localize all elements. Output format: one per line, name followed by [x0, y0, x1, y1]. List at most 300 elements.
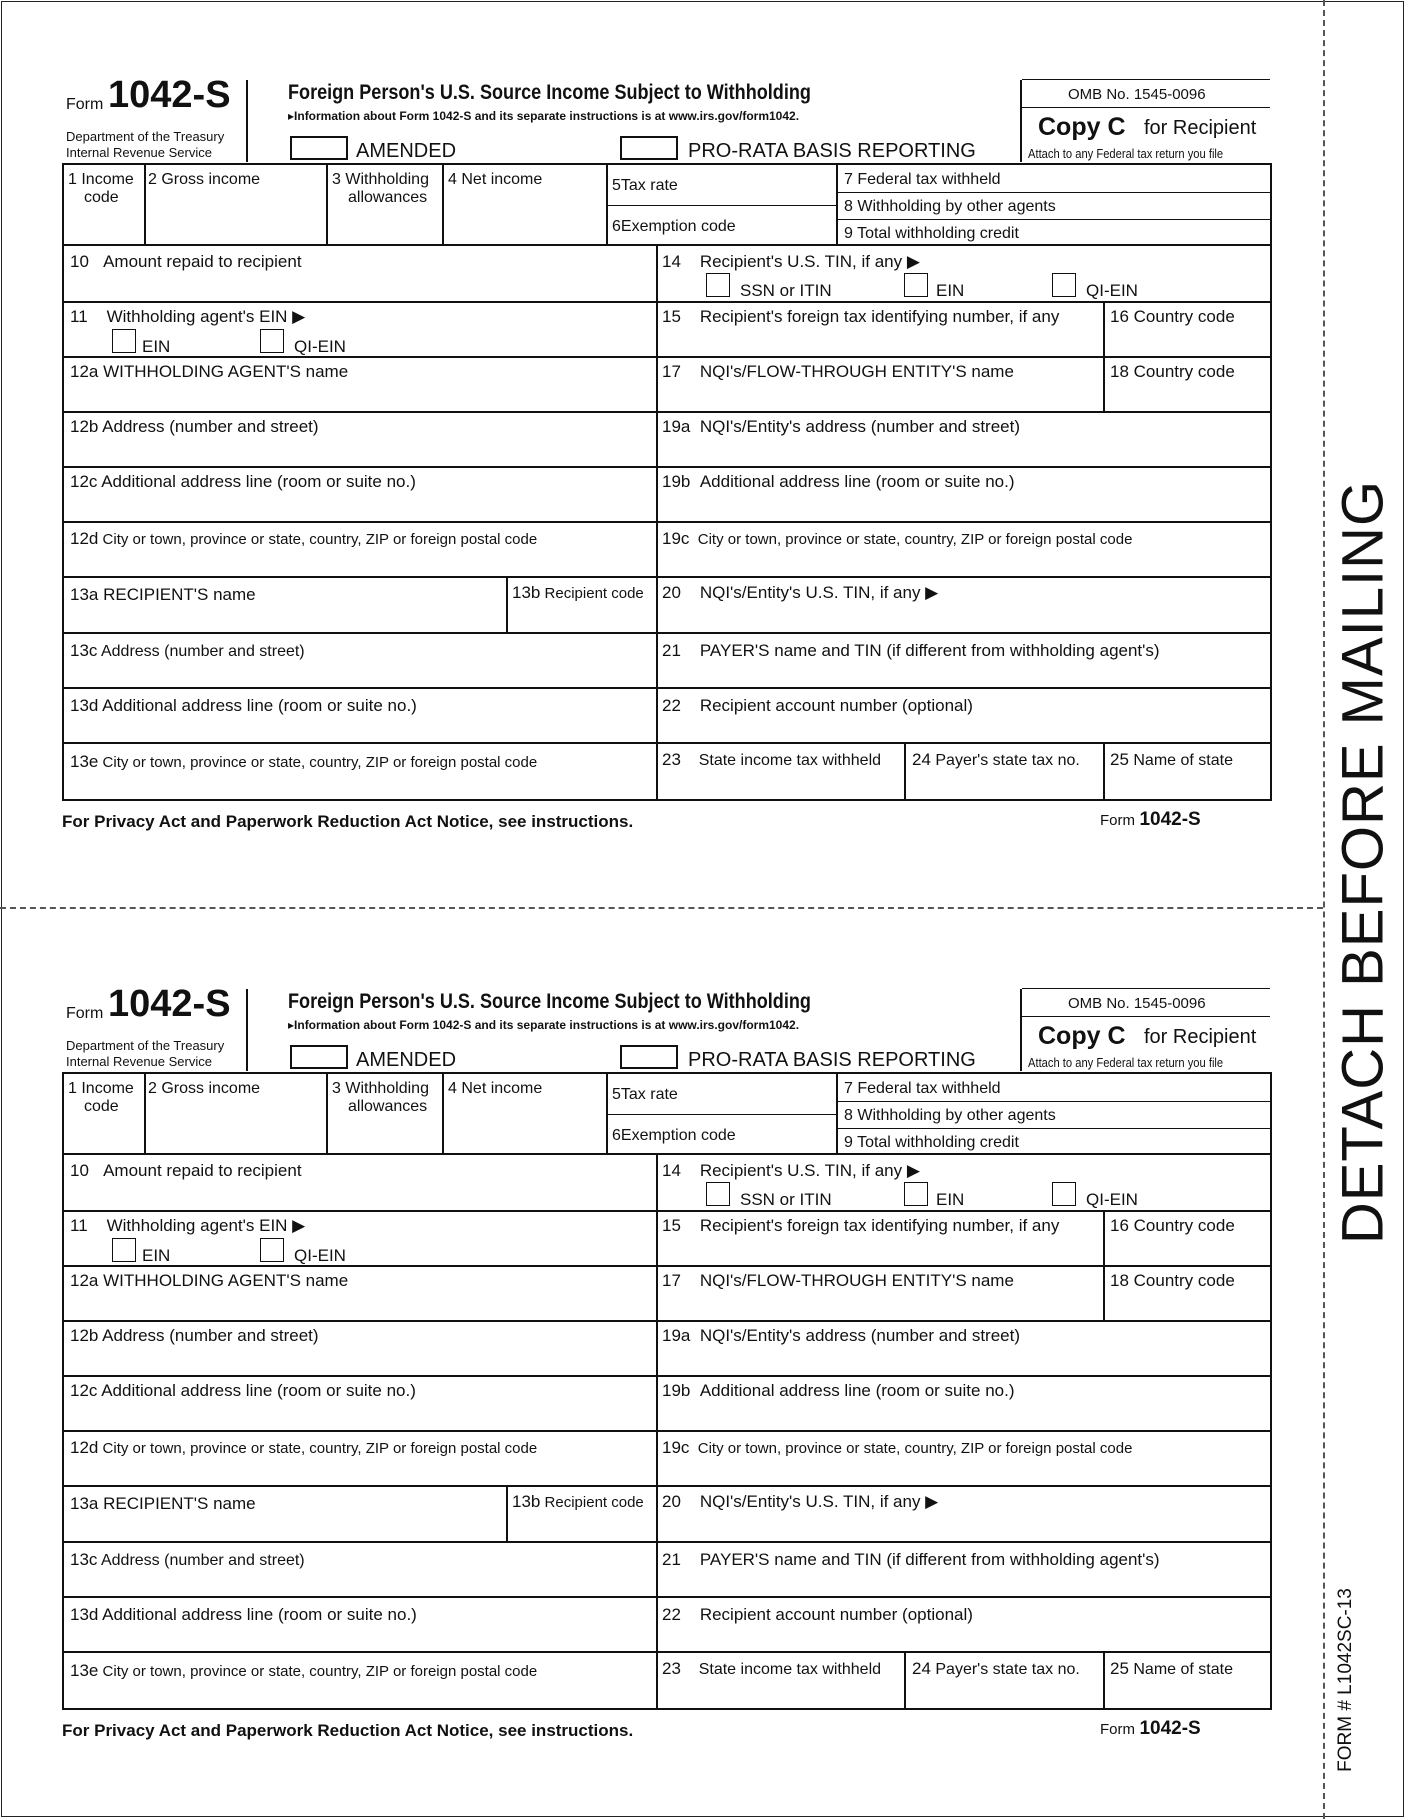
- box-label-text: NQI's/Entity's address (number and street): [699, 1326, 1020, 1345]
- box-2-label: [148, 171, 260, 189]
- omb-divider: [1020, 989, 1022, 1071]
- box-label-text: Federal tax withheld: [857, 171, 1001, 188]
- box-label-text: City or town, province or state, country, ZIP or foreign postal code: [102, 531, 538, 548]
- box-22-label: [662, 1605, 973, 1625]
- info-line: ▸Information about Form 1042-S and its separate instructions is at www.irs.gov/form1042.: [288, 109, 800, 123]
- form-word: Form: [66, 1005, 104, 1022]
- box-7-label: [844, 171, 1001, 189]
- box-15-label: [662, 1216, 1059, 1236]
- header-divider: [246, 80, 248, 162]
- box-number: 20: [662, 1492, 681, 1511]
- box-number: 13b: [512, 583, 541, 602]
- box-12b-label: [70, 1326, 319, 1346]
- box-13e-label: [70, 752, 537, 772]
- box-number: 6: [612, 218, 621, 235]
- box-number: 18: [1110, 362, 1129, 381]
- box-label-text: Additional address line (room or suite no.): [699, 1381, 1015, 1400]
- box-label-text: City or town, province or state, country, ZIP or foreign postal code: [697, 531, 1133, 548]
- form-copy-top: [0, 0, 1323, 880]
- box-11-label: [70, 1216, 305, 1236]
- box-14-qi-ein-checkbox[interactable]: [1052, 1182, 1076, 1206]
- rule: [1103, 1652, 1105, 1708]
- box-number: 12d: [70, 1438, 99, 1457]
- box-number: 19b: [662, 1381, 691, 1400]
- rule: [442, 1074, 444, 1154]
- box-label-text: Net income: [461, 1080, 543, 1097]
- box-4-label: [448, 171, 542, 189]
- box-number: 13d: [70, 1605, 99, 1624]
- rule: [836, 165, 838, 245]
- irs-name: Internal Revenue Service: [66, 1054, 212, 1069]
- box-number: 10: [70, 1161, 89, 1180]
- omb-rule-top: [1022, 988, 1270, 989]
- form-title: Foreign Person's U.S. Source Income Subject to Withholding: [288, 990, 811, 1013]
- rule: [144, 165, 146, 245]
- box-19a-label: [662, 417, 1020, 437]
- box-label-text: Additional address line (room or suite no.): [102, 1605, 417, 1624]
- box-label-text: Withholding agent's EIN ▶: [106, 1216, 306, 1235]
- rule: [62, 742, 1272, 744]
- box-number: 16: [1110, 1216, 1129, 1235]
- rule: [62, 411, 1272, 413]
- pro-rata-label: PRO-RATA BASIS REPORTING: [688, 140, 976, 162]
- pro-rata-label: PRO-RATA BASIS REPORTING: [688, 1049, 976, 1071]
- privacy-notice: For Privacy Act and Paperwork Reduction Act Notice, see instructions.: [62, 812, 634, 831]
- rule: [62, 1430, 1272, 1432]
- box-number: 17: [662, 1271, 681, 1290]
- box-14-ein-checkbox[interactable]: [904, 1182, 928, 1206]
- rule: [506, 1486, 508, 1541]
- box-number: 18: [1110, 1271, 1129, 1290]
- rule: [838, 1128, 1270, 1129]
- box-label-text: WITHHOLDING AGENT'S name: [103, 362, 349, 381]
- box-14-ssn-label: SSN or ITIN: [740, 281, 832, 300]
- box-number: 12b: [70, 417, 99, 436]
- copy-c-label: Copy C: [1038, 1022, 1126, 1050]
- box-20-label: [662, 1492, 938, 1512]
- box-19a-label: [662, 1326, 1020, 1346]
- rule: [62, 466, 1272, 468]
- box-number: 21: [662, 1550, 681, 1569]
- box-2-label: [148, 1080, 260, 1098]
- box-number: 1: [68, 1080, 77, 1097]
- box-label-text: State income tax withheld: [698, 1661, 882, 1678]
- irs-name: Internal Revenue Service: [66, 145, 212, 160]
- box-label-text: Exemption code: [620, 218, 736, 235]
- box-number: 12b: [70, 1326, 99, 1345]
- box-label-text: WITHHOLDING AGENT'S name: [103, 1271, 349, 1290]
- box-13a-label: [70, 585, 256, 605]
- box-label-text: Address (number and street): [102, 417, 319, 436]
- box-label-text: PAYER'S name and TIN (if different from withholding agent's): [699, 641, 1160, 660]
- footer-form-number: 1042-S: [1139, 809, 1201, 830]
- box-number: 12c: [70, 1381, 98, 1400]
- box-label-text: Address (number and street): [100, 1552, 305, 1569]
- box-number: 14: [662, 1161, 681, 1180]
- box-number: 12a: [70, 362, 99, 381]
- rule: [326, 1074, 328, 1154]
- box-11-qi-ein-label: QI-EIN: [294, 337, 346, 356]
- box-label-text: State income tax withheld: [698, 752, 882, 769]
- attach-note: Attach to any Federal tax return you file: [1028, 146, 1224, 161]
- box-number: 13e: [70, 752, 99, 771]
- box-9-label: [844, 225, 1019, 243]
- box-number: 25: [1110, 750, 1129, 769]
- box-13d-label: [70, 1605, 417, 1625]
- box-12d-label: [70, 1438, 537, 1458]
- box-number: 16: [1110, 307, 1129, 326]
- box-label-text: Total withholding credit: [857, 225, 1019, 242]
- omb-number: OMB No. 1545-0096: [1068, 86, 1206, 103]
- rule: [62, 1320, 1272, 1322]
- box-number: 19c: [662, 529, 690, 548]
- box-label-text: Address (number and street): [100, 643, 305, 660]
- box-11-qi-ein-checkbox[interactable]: [260, 329, 284, 353]
- box-label-text: Name of state: [1133, 1661, 1233, 1678]
- box-24-label: [912, 750, 1080, 770]
- box-number: 15: [662, 307, 681, 326]
- footer-form-label: [1100, 1718, 1201, 1740]
- amended-label: AMENDED: [356, 1049, 457, 1071]
- box-label-text: NQI's/Entity's address (number and street): [699, 417, 1020, 436]
- box-11-ein-label: EIN: [142, 1246, 171, 1265]
- box-3-label: [332, 1080, 429, 1098]
- box-label-text: Recipient's foreign tax identifying number, if any: [699, 1216, 1060, 1235]
- box-number: 10: [70, 252, 89, 271]
- box-3-label-line2: allowances: [348, 1098, 428, 1115]
- box-number: 12d: [70, 529, 99, 548]
- box-label-text: City or town, province or state, country, ZIP or foreign postal code: [102, 1663, 538, 1680]
- footer-form-number: 1042-S: [1139, 1718, 1201, 1739]
- box-5-label: [612, 1086, 678, 1104]
- box-label-text: Tax rate: [620, 1086, 678, 1103]
- box-label-text: Address (number and street): [102, 1326, 319, 1345]
- rule: [144, 1074, 146, 1154]
- box-5-label: [612, 177, 678, 195]
- box-11-ein-checkbox[interactable]: [112, 329, 136, 353]
- info-line: ▸Information about Form 1042-S and its separate instructions is at www.irs.gov/form1042.: [288, 1018, 800, 1032]
- box-25-label: [1110, 1659, 1233, 1679]
- box-13c-label: [70, 641, 305, 661]
- box-label-text: Net income: [461, 171, 543, 188]
- box-14-qi-ein-label: QI-EIN: [1086, 1190, 1138, 1209]
- box-number: 19a: [662, 417, 691, 436]
- box-14-qi-ein-checkbox[interactable]: [1052, 273, 1076, 297]
- box-label-text: Amount repaid to recipient: [103, 1161, 302, 1180]
- amended-checkbox[interactable]: [290, 1045, 348, 1069]
- box-label-text: PAYER'S name and TIN (if different from withholding agent's): [699, 1550, 1160, 1569]
- box-label-text: City or town, province or state, country, ZIP or foreign postal code: [102, 1440, 538, 1457]
- box-number: 7: [844, 1080, 853, 1097]
- box-19c-label: [662, 529, 1132, 549]
- box-number: 12c: [70, 472, 98, 491]
- rule: [838, 1101, 1270, 1102]
- rule: [62, 576, 1272, 578]
- box-3-label: [332, 171, 429, 189]
- box-number: 13a: [70, 1494, 99, 1513]
- box-7-label: [844, 1080, 1001, 1098]
- box-number: 11: [70, 1216, 88, 1235]
- box-label-text: RECIPIENT'S name: [103, 1494, 256, 1513]
- form-word: Form: [66, 96, 104, 113]
- omb-divider: [1020, 80, 1022, 162]
- box-1-label: [68, 1080, 134, 1098]
- attach-note: Attach to any Federal tax return you file: [1028, 1055, 1224, 1070]
- copy-for-recipient: for Recipient: [1144, 1026, 1257, 1048]
- box-number: 22: [662, 1605, 681, 1624]
- box-number: 7: [844, 171, 853, 188]
- rule: [62, 356, 1272, 358]
- box-16-label: [1110, 307, 1235, 327]
- box-13b-label: [512, 583, 644, 603]
- box-number: 23: [662, 1659, 681, 1678]
- box-17-label: [662, 1271, 1014, 1291]
- rule: [62, 1265, 1272, 1267]
- box-13b-label: [512, 1492, 644, 1512]
- box-12c-label: [70, 1381, 416, 1401]
- rule: [838, 219, 1270, 220]
- box-number: 1: [68, 171, 77, 188]
- rule: [904, 743, 906, 799]
- box-label-text: Recipient code: [544, 585, 644, 602]
- box-11-qi-ein-checkbox[interactable]: [260, 1238, 284, 1262]
- rule: [1103, 302, 1105, 411]
- box-6-label: [612, 218, 736, 236]
- box-label-text: Country code: [1133, 362, 1235, 381]
- rule: [62, 1651, 1272, 1653]
- box-label-text: Payer's state tax no.: [935, 752, 1080, 769]
- rule: [62, 632, 1272, 634]
- box-19c-label: [662, 1438, 1132, 1458]
- box-label-text: Recipient's U.S. TIN, if any ▶: [699, 1161, 920, 1180]
- detach-before-mailing-text: DETACH BEFORE MAILING: [1330, 479, 1396, 1245]
- pro-rata-checkbox[interactable]: [620, 136, 678, 160]
- rule: [326, 165, 328, 245]
- box-number: 4: [448, 171, 457, 188]
- box-16-label: [1110, 1216, 1235, 1236]
- box-number: 17: [662, 362, 681, 381]
- box-14-ssn-checkbox[interactable]: [706, 1182, 730, 1206]
- box-number: 5: [612, 1086, 621, 1103]
- box-number: 3: [332, 171, 341, 188]
- box-18-label: [1110, 362, 1235, 382]
- box-19b-label: [662, 472, 1015, 492]
- form-title: Foreign Person's U.S. Source Income Subject to Withholding: [288, 81, 811, 104]
- box-label-text: NQI's/Entity's U.S. TIN, if any ▶: [699, 583, 939, 602]
- box-14-label: [662, 252, 920, 272]
- box-label-text: Name of state: [1133, 752, 1233, 769]
- box-number: 15: [662, 1216, 681, 1235]
- box-number: 13e: [70, 1661, 99, 1680]
- box-number: 9: [844, 225, 853, 242]
- box-1-label: [68, 171, 134, 189]
- privacy-notice: For Privacy Act and Paperwork Reduction Act Notice, see instructions.: [62, 1721, 634, 1740]
- box-15-label: [662, 307, 1059, 327]
- box-14-qi-ein-label: QI-EIN: [1086, 281, 1138, 300]
- box-21-label: [662, 641, 1160, 661]
- box-number: 24: [912, 1659, 931, 1678]
- box-6-label: [612, 1127, 736, 1145]
- rule: [1103, 743, 1105, 799]
- dept-treasury: Department of the Treasury: [66, 129, 225, 144]
- box-label-text: NQI's/FLOW-THROUGH ENTITY'S name: [699, 1271, 1014, 1290]
- box-label-text: Country code: [1133, 307, 1235, 326]
- box-14-ein-checkbox[interactable]: [904, 273, 928, 297]
- box-label-text: Federal tax withheld: [857, 1080, 1001, 1097]
- box-label-text: Country code: [1133, 1216, 1235, 1235]
- box-24-label: [912, 1659, 1080, 1679]
- box-13d-label: [70, 696, 417, 716]
- rule: [904, 1652, 906, 1708]
- box-14-label: [662, 1161, 920, 1181]
- rule: [62, 301, 1272, 303]
- rule: [608, 1114, 836, 1115]
- box-label-text: Withholding: [345, 1080, 429, 1097]
- omb-rule: [1022, 1016, 1270, 1017]
- box-21-label: [662, 1550, 1160, 1570]
- box-label-text: NQI's/FLOW-THROUGH ENTITY'S name: [699, 362, 1014, 381]
- box-number: 5: [612, 177, 621, 194]
- box-11-ein-label: EIN: [142, 337, 171, 356]
- box-number: 20: [662, 583, 681, 602]
- box-11-qi-ein-label: QI-EIN: [294, 1246, 346, 1265]
- box-14-ssn-checkbox[interactable]: [706, 273, 730, 297]
- box-12b-label: [70, 417, 319, 437]
- box-number: 12a: [70, 1271, 99, 1290]
- header-divider: [246, 989, 248, 1071]
- rule: [838, 192, 1270, 193]
- box-1-label-line2: code: [84, 1098, 119, 1115]
- form-code-text: FORM # L1042SC-13: [1335, 1588, 1356, 1772]
- footer-form-label: [1100, 809, 1201, 831]
- box-label-text: Tax rate: [620, 177, 678, 194]
- box-number: 4: [448, 1080, 457, 1097]
- box-8-label: [844, 1107, 1056, 1125]
- box-12a-label: [70, 362, 348, 382]
- box-13e-label: [70, 1661, 537, 1681]
- box-14-ein-label: EIN: [936, 281, 965, 300]
- box-number: 13c: [70, 641, 98, 660]
- box-label-text: Gross income: [161, 1080, 261, 1097]
- box-23-label: [662, 1659, 881, 1679]
- form-copy-bottom: [0, 909, 1323, 1789]
- box-3-label-line2: allowances: [348, 189, 428, 206]
- box-number: 22: [662, 696, 681, 715]
- box-20-label: [662, 583, 938, 603]
- box-22-label: [662, 696, 973, 716]
- rule: [506, 577, 508, 632]
- box-25-label: [1110, 750, 1233, 770]
- box-23-label: [662, 750, 881, 770]
- rule: [1103, 1211, 1105, 1320]
- box-label-text: Income: [81, 1080, 134, 1097]
- box-label-text: Recipient's foreign tax identifying number, if any: [699, 307, 1060, 326]
- box-label-text: Amount repaid to recipient: [103, 252, 302, 271]
- copy-c-label: Copy C: [1038, 113, 1126, 141]
- box-number: 3: [332, 1080, 341, 1097]
- box-number: 8: [844, 198, 853, 215]
- box-label-text: Payer's state tax no.: [935, 1661, 1080, 1678]
- box-label-text: Withholding: [345, 171, 429, 188]
- omb-rule-top: [1022, 79, 1270, 80]
- footer-form-word: Form: [1100, 1721, 1135, 1738]
- box-12c-label: [70, 472, 416, 492]
- amended-label: AMENDED: [356, 140, 457, 162]
- box-17-label: [662, 362, 1014, 382]
- box-number: 2: [148, 1080, 157, 1097]
- box-label-text: City or town, province or state, country, ZIP or foreign postal code: [697, 1440, 1133, 1457]
- box-12d-label: [70, 529, 537, 549]
- box-number: 23: [662, 750, 681, 769]
- box-14-ein-label: EIN: [936, 1190, 965, 1209]
- box-number: 21: [662, 641, 681, 660]
- box-number: 2: [148, 171, 157, 188]
- rule: [442, 165, 444, 245]
- omb-number: OMB No. 1545-0096: [1068, 995, 1206, 1012]
- box-11-label: [70, 307, 305, 327]
- box-label-text: Income: [81, 171, 134, 188]
- box-9-label: [844, 1134, 1019, 1152]
- rule: [62, 1153, 1272, 1155]
- form-number: 1042-S: [108, 983, 231, 1025]
- box-label-text: Additional address line (room or suite no.): [102, 696, 417, 715]
- box-label-text: NQI's/Entity's U.S. TIN, if any ▶: [699, 1492, 939, 1511]
- rule: [62, 244, 1272, 246]
- box-number: 8: [844, 1107, 853, 1124]
- box-number: 14: [662, 252, 681, 271]
- box-13a-label: [70, 1494, 256, 1514]
- box-number: 25: [1110, 1659, 1129, 1678]
- box-label-text: RECIPIENT'S name: [103, 585, 256, 604]
- pro-rata-checkbox[interactable]: [620, 1045, 678, 1069]
- rule: [62, 521, 1272, 523]
- box-13c-label: [70, 1550, 305, 1570]
- omb-rule: [1022, 107, 1270, 108]
- box-number: 13a: [70, 585, 99, 604]
- box-label-text: Additional address line (room or suite no.): [101, 1381, 416, 1400]
- box-number: 13b: [512, 1492, 541, 1511]
- rule: [608, 205, 836, 206]
- rule: [62, 1541, 1272, 1543]
- box-11-ein-checkbox[interactable]: [112, 1238, 136, 1262]
- rule: [62, 1375, 1272, 1377]
- rule: [62, 1485, 1272, 1487]
- box-number: 13d: [70, 696, 99, 715]
- box-label-text: Recipient code: [544, 1494, 644, 1511]
- box-label-text: Withholding agent's EIN ▶: [106, 307, 306, 326]
- rule: [62, 687, 1272, 689]
- box-number: 11: [70, 307, 88, 326]
- box-number: 6: [612, 1127, 621, 1144]
- box-number: 13c: [70, 1550, 98, 1569]
- box-label-text: Gross income: [161, 171, 261, 188]
- amended-checkbox[interactable]: [290, 136, 348, 160]
- box-label-text: Recipient account number (optional): [699, 696, 973, 715]
- dept-treasury: Department of the Treasury: [66, 1038, 225, 1053]
- box-number: 9: [844, 1134, 853, 1151]
- box-number: 24: [912, 750, 931, 769]
- box-number: 19b: [662, 472, 691, 491]
- box-14-ssn-label: SSN or ITIN: [740, 1190, 832, 1209]
- rule: [62, 1596, 1272, 1598]
- box-label-text: Recipient account number (optional): [699, 1605, 973, 1624]
- box-10-label: [70, 252, 302, 272]
- box-4-label: [448, 1080, 542, 1098]
- form-number: 1042-S: [108, 74, 231, 116]
- box-8-label: [844, 198, 1056, 216]
- box-10-label: [70, 1161, 302, 1181]
- rule: [62, 1210, 1272, 1212]
